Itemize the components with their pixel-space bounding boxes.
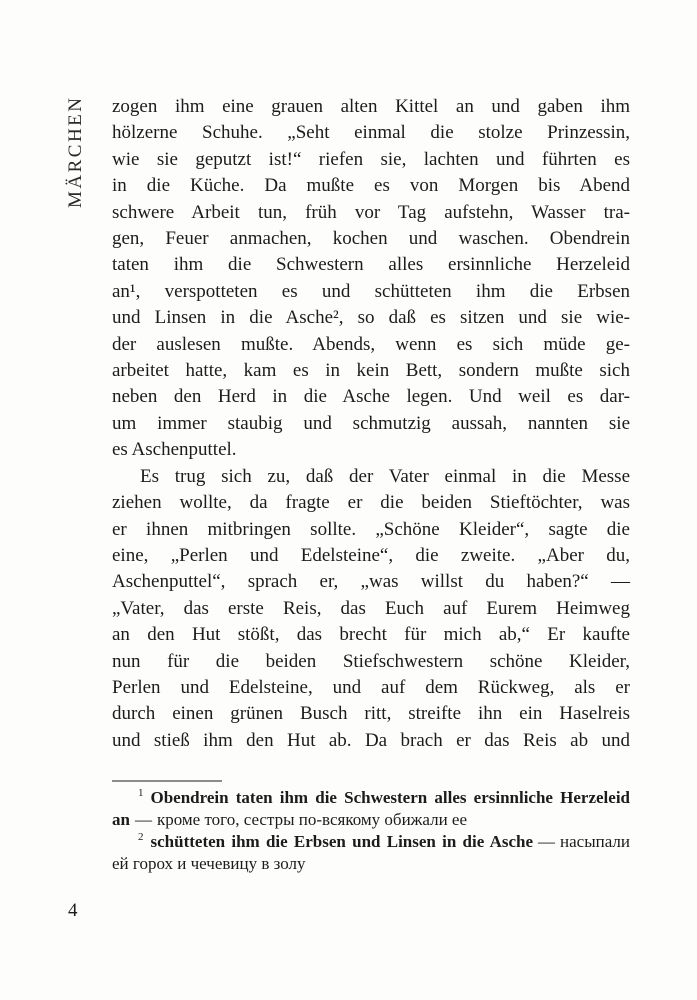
footnotes-section [112,780,630,875]
footnote-term: Obendrein taten ihm die Schwestern alles ersinnliche Herzeleid an [112,788,630,829]
footnote-marker: 1 [138,787,144,800]
footnote-translation: кроме того, сестры по-всякому обижали ее [156,810,468,829]
text-line: durch einen grünen Busch ritt, streifte ihn ein Haselreis [112,703,630,725]
footnote [112,831,630,875]
text-line: neben den Herd in die Asche legen. Und weil es dar- [112,386,630,408]
footnote-translation: насыпали ей горох и чечевицу в золу [112,832,630,873]
page-number: 4 [68,900,78,921]
text-line: und stieß ihm den Hut ab. Da brach er das Reis ab und [112,729,630,751]
footnote [112,787,630,831]
footnote-separator: — [134,810,152,829]
footnote-separator: — [538,832,556,851]
footnote-term: schütteten ihm die Erbsen und Linsen in die Asche [150,832,534,851]
text-line: um immer staubig und schmutzig aussah, nannten sie [112,412,630,434]
paragraph-continuation [112,94,630,464]
text-line: taten ihm die Schwestern alles ersinnliche Herzeleid [112,254,630,276]
text-line: „Vater, das erste Reis, das Euch auf Eurem Heimweg [112,597,630,619]
text-line: der auslesen mußte. Abends, wenn es sich müde ge- [112,333,630,355]
text-line: in die Küche. Da mußte es von Morgen bis Abend [112,175,630,197]
footnote-rule [112,780,222,782]
text-line: wie sie geputzt ist!“ riefen sie, lachten und führten es [112,148,630,170]
text-line: eine, „Perlen und Edelsteine“, die zweite. „Aber du, [112,544,630,566]
text-line: er ihnen mitbringen sollte. „Schöne Kleider“, sagte die [112,518,630,540]
text-line: gen, Feuer anmachen, kochen und waschen. Obendrein [112,228,630,250]
text-line: und Linsen in die Asche², so daß es sitzen und sie wie- [112,307,630,329]
paragraph [112,464,630,754]
text-line: Perlen und Edelsteine, und auf dem Rückweg, als er [112,676,630,698]
text-line: Es trug sich zu, daß der Vater einmal in die Messe [140,465,630,487]
text-line: nun für die beiden Stiefschwestern schöne Kleider, [112,650,630,672]
text-line: es Aschenputtel. [112,439,237,461]
text-line: schwere Arbeit tun, früh vor Tag aufstehn, Wasser tra- [112,201,630,223]
text-line: Aschenputtel“, sprach er, „was willst du haben?“ — [112,571,630,593]
text-line: zogen ihm eine grauen alten Kittel an und gaben ihm [112,96,630,117]
text-line: arbeitet hatte, kam es in kein Bett, sondern mußte sich [112,360,630,382]
margin-chapter-label: MÄRCHEN [65,95,86,208]
text-line: ziehen wollte, da fragte er die beiden Stieftöchter, was [112,492,630,514]
footnote-marker: 2 [138,831,144,844]
body-text [112,94,630,754]
text-line: an den Hut stößt, das brecht für mich ab,“ Er kaufte [112,624,630,646]
text-line: hölzerne Schuhe. „Seht einmal die stolze Prinzessin, [112,122,630,144]
text-line: an¹, verspotteten es und schütteten ihm die Erbsen [112,280,630,302]
